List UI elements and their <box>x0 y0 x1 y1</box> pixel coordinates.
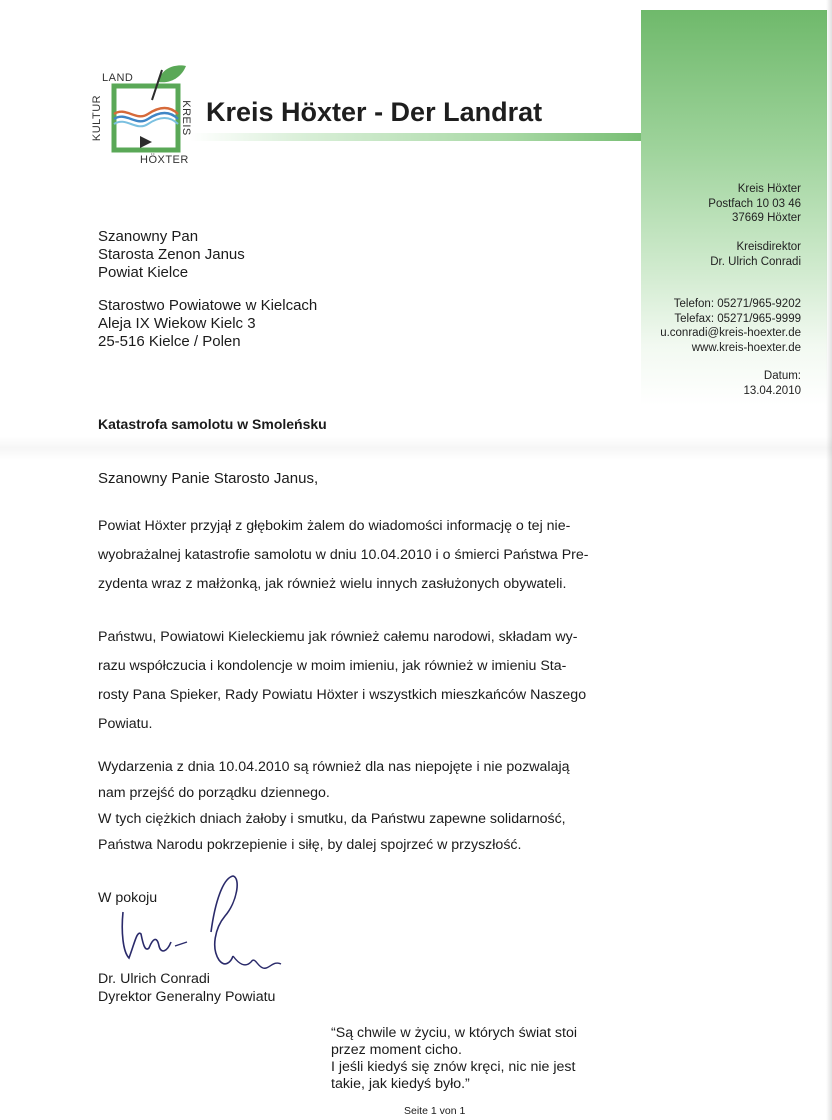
body-line: nam przejść do porządku dziennego. <box>98 785 330 801</box>
body-line: Wydarzenia z dnia 10.04.2010 są również dla nas niepojęte i nie pozwalają <box>98 759 570 775</box>
sender-fax: Telefax: 05271/965-9999 <box>674 312 801 325</box>
sender-postbox: Postfach 10 03 46 <box>708 197 801 210</box>
paragraph-3 <box>98 754 638 858</box>
sender-city: 37669 Höxter <box>731 212 801 224</box>
office-line: Starostwo Powiatowe w Kielcach <box>98 297 318 314</box>
letter-closing: W pokoju <box>98 890 158 906</box>
recipient-line: Powiat Kielce <box>98 264 189 281</box>
page-number: Seite 1 von 1 <box>404 1105 466 1117</box>
body-line: Państwu, Powiatowi Kieleckiemu jak również całemu narodowi, składam wy- <box>98 629 578 645</box>
sender-contacts <box>660 297 801 355</box>
sender-role: Kreisdirektor <box>736 241 801 253</box>
logo-word-hoexter: HÖXTER <box>140 154 189 166</box>
recipient-office <box>98 297 317 351</box>
body-line: Powiatu. <box>98 716 153 732</box>
green-header-stripe <box>190 133 641 141</box>
sender-contact-person <box>710 240 801 269</box>
letter-date <box>743 369 801 398</box>
body-line: wyobrażalnej katastrofie samolotu w dniu 10.04.2010 i o śmierci Państwa Pre- <box>98 547 589 563</box>
sender-name: Dr. Ulrich Conradi <box>710 255 801 268</box>
body-line: W tych ciężkich dniach żałoby i smutku, da Państwu zapewne solidarność, <box>98 811 566 827</box>
office-line: Aleja IX Wiekow Kielc 3 <box>98 315 256 332</box>
office-line: 25-516 Kielce / Polen <box>98 333 241 350</box>
body-line: zydenta wraz z małżonką, jak również wielu innych zasłużonych obywateli. <box>98 576 567 592</box>
sender-org: Kreis Höxter <box>737 183 801 195</box>
signer-block <box>98 970 275 1006</box>
paragraph-1 <box>98 512 638 599</box>
recipient-line: Starosta Zenon Janus <box>98 246 245 263</box>
quote-line: I jeśli kiedyś się znów kręci, nic nie jest <box>331 1059 576 1075</box>
paper-edge-shadow <box>826 0 832 1120</box>
body-line: razu współczucia i kondolencje w moim imieniu, jak również w imieniu Sta- <box>98 658 567 674</box>
recipient-line: Szanowny Pan <box>98 228 199 245</box>
date-value: 13.04.2010 <box>743 384 801 397</box>
recipient-address <box>98 228 245 282</box>
letter-salutation: Szanowny Panie Starosto Janus, <box>98 470 319 487</box>
date-label: Datum: <box>763 370 801 382</box>
quote-line: przez moment cicho. <box>331 1042 462 1058</box>
body-line: Powiat Höxter przyjął z głębokim żalem do wiadomości informację o tej nie- <box>98 518 571 534</box>
sender-phone: Telefon: 05271/965-9202 <box>673 298 801 310</box>
closing-quote <box>331 1025 577 1093</box>
signer-title: Dyrektor Generalny Powiatu <box>98 989 276 1005</box>
paragraph-2 <box>98 623 638 739</box>
logo-word-land: LAND <box>102 72 134 84</box>
letterhead-title: Kreis Höxter - Der Landrat <box>206 97 543 127</box>
body-line: Państwa Narodu pokrzepienie i siłę, by dalej spojrzeć w przyszłość. <box>98 837 522 853</box>
logo-word-kreis: KREIS <box>179 100 192 136</box>
body-line: rosty Pana Spieker, Rady Powiatu Höxter i wszystkich mieszkańców Naszego <box>98 687 587 703</box>
sender-address <box>708 182 801 226</box>
signer-name: Dr. Ulrich Conradi <box>98 971 210 987</box>
kreis-hoexter-logo <box>92 62 202 172</box>
letter-subject: Katastrofa samolotu w Smoleńsku <box>98 416 327 432</box>
sender-email: u.conradi@kreis-hoexter.de <box>660 327 801 339</box>
sender-web: www.kreis-hoexter.de <box>691 341 801 354</box>
quote-line: “Są chwile w życiu, w których świat stoi <box>331 1025 577 1041</box>
logo-word-kultur: KULTUR <box>91 94 104 142</box>
quote-line: takie, jak kiedyś było.” <box>331 1076 470 1092</box>
paper-fold <box>0 436 832 460</box>
